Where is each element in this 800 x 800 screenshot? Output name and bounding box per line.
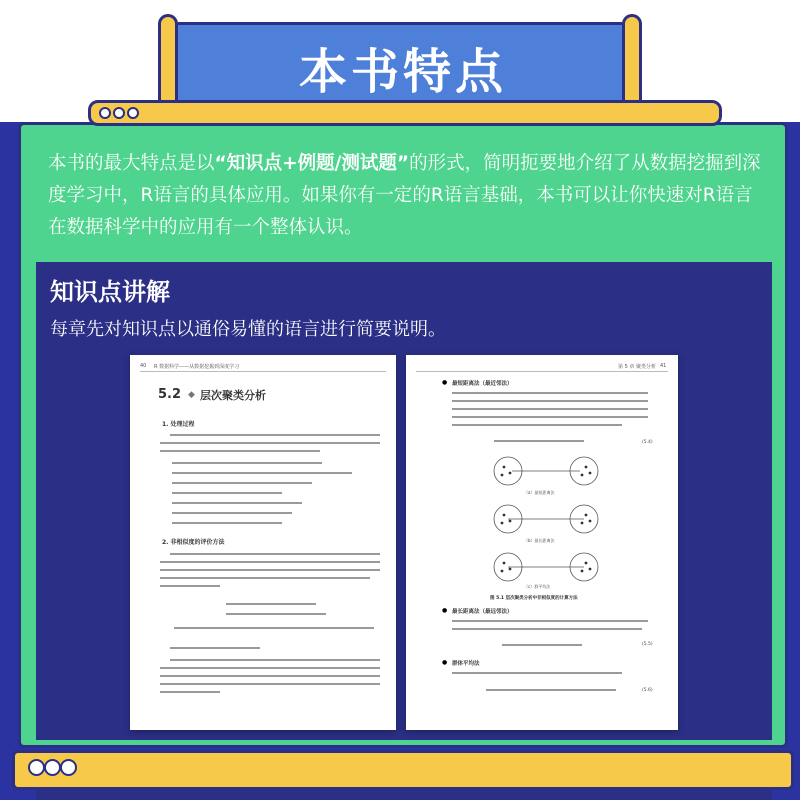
intro-highlight: “知识点+例题/测试题” [214,153,410,174]
feature-title: 知识点讲解 [50,278,170,306]
dot-icon [99,107,111,119]
figure-sublabel: （b）最长距离法 [524,538,555,543]
section-title: 层次聚类分析 [200,389,266,402]
dot-icon [60,759,77,776]
dot-icon [44,759,61,776]
method-title: 最短距离法（最近邻法） [452,381,513,387]
section-number: 5.2 [158,387,182,402]
feature-description: 每章先对知识点以通俗易懂的语言进行简要说明。 [50,319,446,340]
figure-caption: 图 5.1 层次聚类分析中非相似度的计算方法 [490,596,578,601]
bullet-icon: ● [442,607,448,614]
equation-number: (5.5) [642,642,653,647]
top-decor-bar [88,100,722,126]
scroll-rod-right [622,14,642,109]
bullet-icon: ● [442,379,448,386]
intro-text-2: 的形式，简明扼要地介绍了从数据挖掘到深度学习中，R语言的具体应用。如果你有一定的R语言基础，本书可以让你快速对R语言在数据科学中的应用有一个整体认识。 [48,153,761,238]
figure-sublabel: （a）最短距离法 [524,490,555,495]
intro-paragraph [48,148,768,244]
bullet-icon: ● [442,659,448,666]
next-section-edge [36,790,772,800]
page-number: 41 [660,363,667,369]
page-number: 40 [140,363,147,369]
dot-icon [127,107,139,119]
figure-sublabel: （c）群平均法 [524,584,551,589]
bottom-decor-bar [12,750,794,790]
subsection-title: 2. 非相似度的评价方法 [162,539,225,546]
cluster-figure [486,453,606,593]
diamond-icon: ◆ [188,390,195,400]
equation-number: (5.4) [642,440,653,445]
book-page-left [130,355,396,730]
scroll-rod-left [158,14,178,109]
method-title: 最长距离法（最远邻法） [452,609,513,615]
page-header: R 数据科学——从数据挖掘到深度学习 [154,364,240,370]
page-title: 本书特点 [298,43,507,100]
title-banner [168,22,638,112]
subsection-title: 1. 处理过程 [162,421,195,428]
intro-text-1: 本书的最大特点是以 [48,153,215,174]
page-header: 第 5 章 聚类分析 [618,364,656,370]
dot-icon [28,759,45,776]
equation-number: (5.6) [642,688,653,693]
method-title: 群体平均法 [452,661,480,667]
dot-icon [113,107,125,119]
book-page-right [406,355,678,730]
